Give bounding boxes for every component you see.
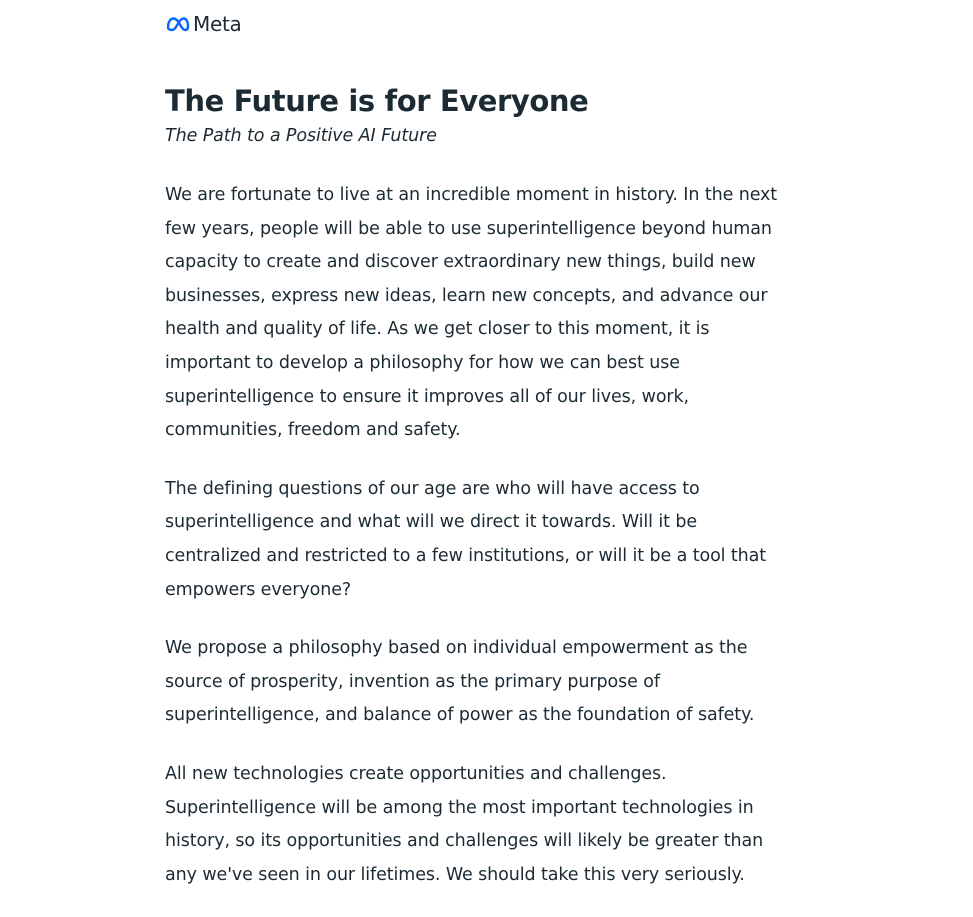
article-paragraph: [165, 632, 845, 733]
article-paragraph: [165, 758, 845, 892]
paragraph-line: source of prosperity, invention as the primary purpose of: [165, 671, 660, 692]
meta-logo-text[interactable]: Meta: [193, 12, 242, 36]
paragraph-line: capacity to create and discover extraordinary new things, build new: [165, 252, 756, 273]
meta-infinity-icon[interactable]: [165, 15, 191, 33]
paragraph-line: We are fortunate to live at an incredible moment in history. In the next: [165, 185, 778, 205]
article-paragraph: [165, 473, 845, 607]
paragraph-line: important to develop a philosophy for how we can best use: [165, 352, 680, 373]
paragraph-line: All new technologies create opportunities and challenges.: [165, 763, 667, 784]
article-paragraph: [165, 179, 845, 448]
page-subtitle: The Path to a Positive AI Future: [165, 126, 437, 146]
page-title: The Future is for Everyone: [165, 84, 589, 118]
paragraph-line: health and quality of life. As we get closer to this moment, it is: [165, 319, 710, 340]
paragraph-line: empowers everyone?: [165, 579, 352, 600]
paragraph-line: We propose a philosophy based on individual empowerment as the: [165, 638, 748, 659]
paragraph-line: any we've seen in our lifetimes. We should take this very seriously.: [165, 864, 745, 885]
paragraph-line: history, so its opportunities and challenges will likely be greater than: [165, 831, 764, 852]
article-body: [165, 179, 845, 917]
paragraph-line: The defining questions of our age are who will have access to: [165, 478, 700, 499]
paragraph-line: superintelligence, and balance of power as the foundation of safety.: [165, 705, 755, 726]
paragraph-line: centralized and restricted to a few institutions, or will it be a tool that: [165, 545, 767, 566]
paragraph-line: communities, freedom and safety.: [165, 420, 461, 441]
site-header: [165, 11, 241, 37]
paragraph-line: few years, people will be able to use superintelligence beyond human: [165, 218, 772, 239]
paragraph-line: businesses, express new ideas, learn new concepts, and advance our: [165, 285, 768, 306]
paragraph-line: Superintelligence will be among the most important technologies in: [165, 797, 754, 818]
paragraph-line: superintelligence to ensure it improves all of our lives, work,: [165, 386, 690, 407]
paragraph-line: superintelligence and what will we direct it towards. Will it be: [165, 512, 698, 533]
